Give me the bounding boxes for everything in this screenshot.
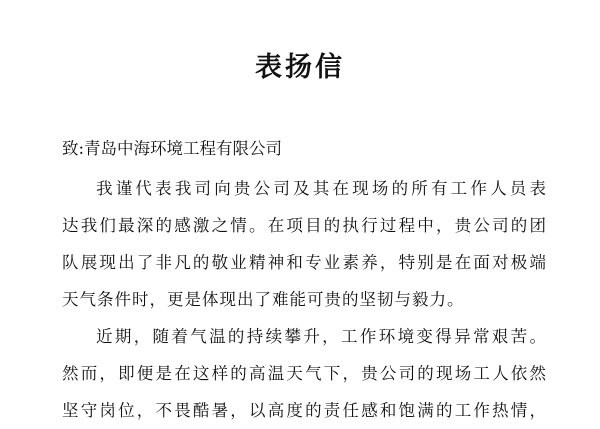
- paragraph-line: 坚守岗位，不畏酷暑，以高度的责任感和饱满的工作热情，: [62, 401, 547, 420]
- salutation-line: 致:青岛中海环境工程有限公司: [62, 139, 283, 158]
- paragraph-line: 我谨代表我司向贵公司及其在现场的所有工作人员表: [96, 179, 547, 198]
- paragraph-line: 近期，随着气温的持续攀升，工作环境变得异常艰苦。: [96, 327, 547, 346]
- paragraph-2: [62, 318, 547, 429]
- letter-title: 表扬信: [255, 52, 345, 83]
- paragraph-1: [62, 170, 547, 318]
- paragraph-line: 天气条件时，更是体现出了难能可贵的坚韧与毅力。: [62, 290, 465, 309]
- paragraph-line: 队展现出了非凡的敬业精神和专业素养，特别是在面对极端: [62, 253, 547, 272]
- paragraph-line: 达我们最深的感激之情。在项目的执行过程中，贵公司的团: [62, 216, 547, 235]
- letter-body: [62, 170, 547, 429]
- paragraph-line: 然而，即便是在这样的高温天气下，贵公司的现场工人依然: [62, 364, 547, 383]
